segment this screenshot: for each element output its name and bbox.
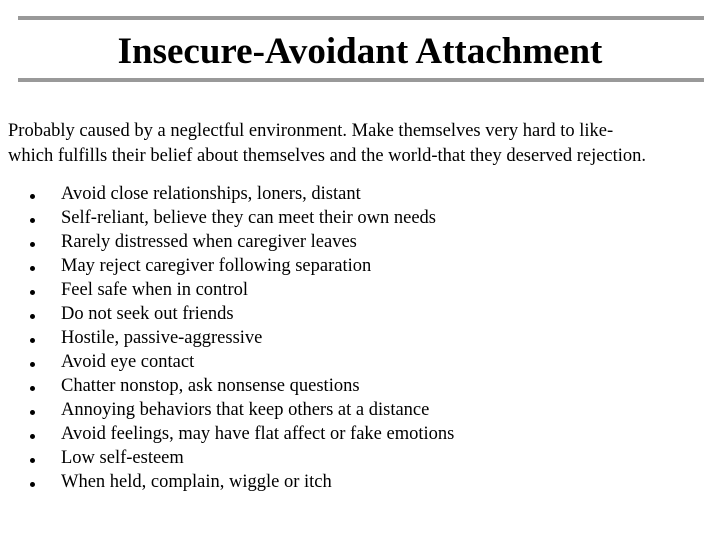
list-item-text: Chatter nonstop, ask nonsense questions [61, 376, 360, 396]
page-title: Insecure-Avoidant Attachment [117, 31, 603, 72]
intro-paragraph [8, 119, 714, 169]
intro-line-1: Probably caused by a neglectful environment. Make themselves very hard to like- [8, 121, 614, 141]
bullet-icon [30, 482, 35, 487]
bullet-icon [30, 266, 35, 271]
list-item-text: Annoying behaviors that keep others at a distance [61, 400, 430, 420]
bullet-icon [30, 194, 35, 199]
list-item-text: Low self-esteem [61, 448, 184, 468]
list-item-text: Hostile, passive-aggressive [61, 328, 263, 348]
bullet-icon [30, 410, 35, 415]
bullet-icon [30, 434, 35, 439]
bullet-icon [30, 242, 35, 247]
bullet-icon [30, 458, 35, 463]
bullet-icon [30, 290, 35, 295]
list-item-text: Self-reliant, believe they can meet their own needs [61, 208, 436, 228]
list-item-text: Feel safe when in control [61, 280, 248, 300]
bullet-icon [30, 218, 35, 223]
title-top-rule [18, 16, 704, 20]
bullet-icon [30, 362, 35, 367]
bullet-icon [30, 314, 35, 319]
list-item-text: May reject caregiver following separation [61, 256, 372, 276]
intro-line-2: which fulfills their belief about themselves and the world-that they deserved rejection. [8, 146, 647, 166]
bullet-icon [30, 386, 35, 391]
list-item-text: Avoid eye contact [61, 352, 195, 372]
list-item-text: Do not seek out friends [61, 304, 234, 324]
list-item-text: When held, complain, wiggle or itch [61, 472, 332, 492]
list-item-text: Avoid close relationships, loners, distant [61, 184, 361, 204]
list-item-text: Avoid feelings, may have flat affect or fake emotions [61, 424, 455, 444]
list-item-text: Rarely distressed when caregiver leaves [61, 232, 357, 252]
title-bottom-rule [18, 78, 704, 82]
bullet-icon [30, 338, 35, 343]
